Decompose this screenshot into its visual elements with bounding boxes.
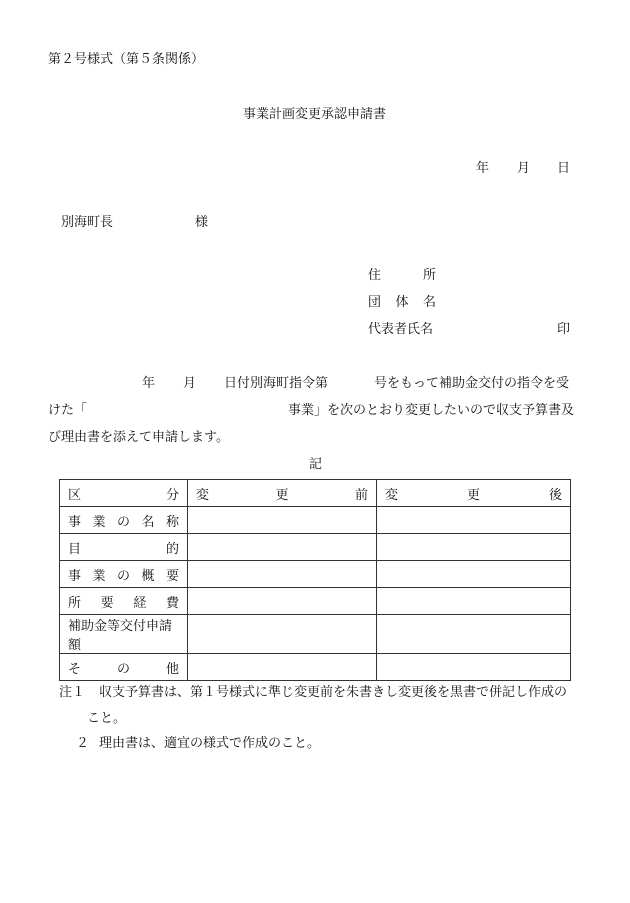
date-year: 年 xyxy=(476,161,490,176)
header-after-change: 変 更 後 xyxy=(377,480,571,507)
addressee-honorific: 様 xyxy=(195,215,209,230)
cell-before[interactable] xyxy=(188,615,377,654)
body-line2-start: けた「 xyxy=(48,403,88,418)
table-row xyxy=(60,588,571,615)
cell-after[interactable] xyxy=(377,534,571,561)
form-number: 第２号様式（第５条関係） xyxy=(48,52,205,67)
row-label-grant-amount: 補助金等交付申請額 xyxy=(60,615,188,654)
table-header-row xyxy=(60,480,571,507)
note2-label: ２ xyxy=(76,736,90,751)
addressee-name: 別海町長 xyxy=(61,215,114,230)
row-label-required-cost: 所 要 経 費 xyxy=(60,588,188,615)
cell-after[interactable] xyxy=(377,654,571,681)
cell-after[interactable] xyxy=(377,615,571,654)
body-year: 年 xyxy=(142,376,156,391)
representative-label: 代表者氏名 xyxy=(368,322,434,337)
seal-mark: 印 xyxy=(557,322,571,337)
address-label: 住 所 xyxy=(368,268,436,283)
cell-after[interactable] xyxy=(377,561,571,588)
note2-text: 理由書は、適宜の様式で作成のこと。 xyxy=(99,736,321,751)
table-row xyxy=(60,534,571,561)
header-category: 区 分 xyxy=(60,480,188,507)
table-row xyxy=(60,507,571,534)
cell-before[interactable] xyxy=(188,654,377,681)
cell-before[interactable] xyxy=(188,588,377,615)
change-table xyxy=(59,479,571,681)
row-label-overview: 事 業 の 概 要 xyxy=(60,561,188,588)
table-row xyxy=(60,654,571,681)
row-label-project-name: 事 業 の 名 称 xyxy=(60,507,188,534)
cell-after[interactable] xyxy=(377,588,571,615)
cell-after[interactable] xyxy=(377,507,571,534)
body-month: 月 xyxy=(183,376,197,391)
table-row xyxy=(60,615,571,654)
body-line2-rest: 事業」を次のとおり変更したいので収支予算書及 xyxy=(288,403,575,418)
row-label-other: そ の 他 xyxy=(60,654,188,681)
note1-text: 収支予算書は、第１号様式に準じ変更前を朱書きし変更後を黒書で併記し作成の xyxy=(99,685,568,700)
ki-heading: 記 xyxy=(309,457,323,472)
date-day: 日 xyxy=(557,161,571,176)
date-month: 月 xyxy=(517,161,531,176)
note1-label: 注１ xyxy=(59,685,86,700)
row-label-purpose: 目 的 xyxy=(60,534,188,561)
header-before-change: 変 更 前 xyxy=(188,480,377,507)
cell-before[interactable] xyxy=(188,507,377,534)
body-date-ref: 日付別海町指令第 xyxy=(224,376,329,391)
group-name-label: 団 体 名 xyxy=(368,295,436,310)
cell-before[interactable] xyxy=(188,534,377,561)
note1-continuation: こと。 xyxy=(87,711,127,726)
body-line3: び理由書を添えて申請します。 xyxy=(48,430,229,445)
cell-before[interactable] xyxy=(188,561,377,588)
table-row xyxy=(60,561,571,588)
body-line1-rest: 号をもって補助金交付の指令を受 xyxy=(374,376,570,391)
document-title: 事業計画変更承認申請書 xyxy=(243,107,387,122)
